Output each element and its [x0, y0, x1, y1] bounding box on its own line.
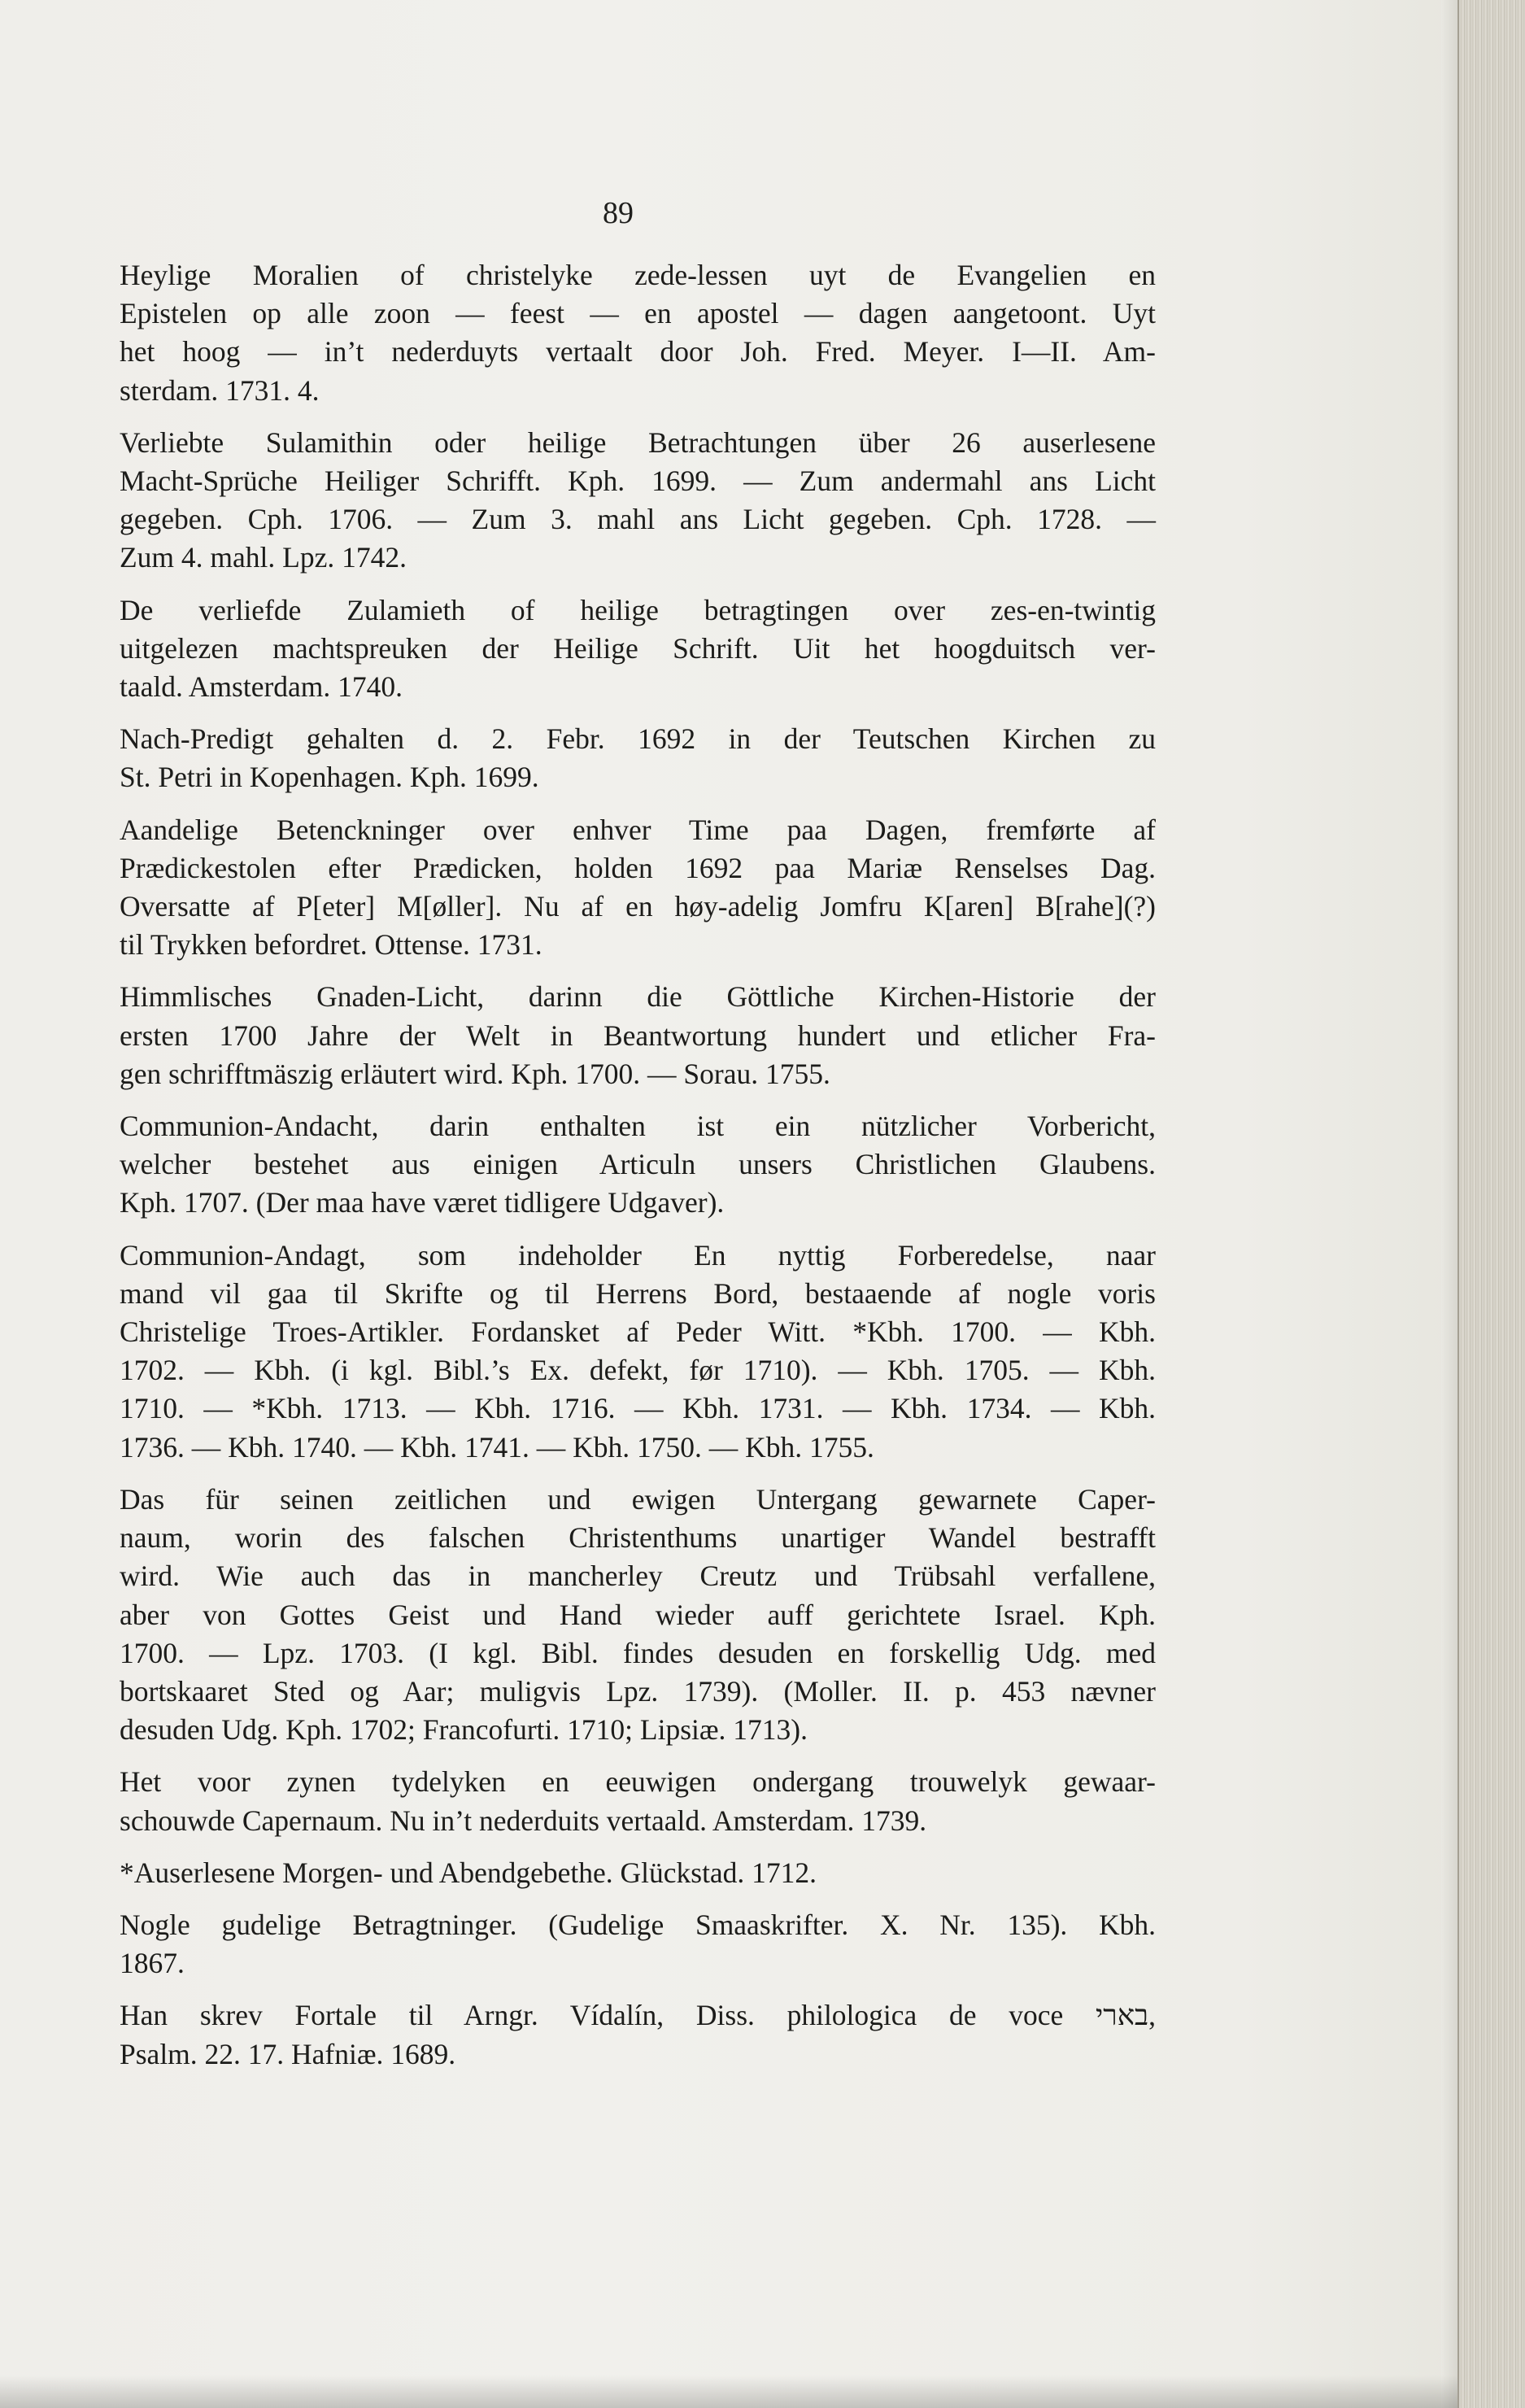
page-bottom-edge	[0, 2375, 1457, 2408]
page-edge-shadow	[1441, 0, 1457, 2408]
text-line: Nogle gudelige Betragtninger. (Gudelige Smaaskrifter. X. Nr. 135). Kbh.	[120, 1908, 1156, 1941]
text-line: bortskaaret Sted og Aar; muligvis Lpz. 1739). (Moller. II. p. 453 nævner	[120, 1674, 1156, 1708]
text-line: aber von Gottes Geist und Hand wieder auff gerichtete Israel. Kph.	[120, 1598, 1156, 1631]
text-line: Zum 4. mahl. Lpz. 1742.	[120, 541, 407, 574]
bibliography-entry	[82, 1996, 1156, 2073]
text-line: Communion-Andacht, darin enthalten ist ein nützlicher Vorbericht,	[120, 1110, 1156, 1143]
text-line: ersten 1700 Jahre der Welt in Beantwortung hundert und etlicher Fra-	[120, 1019, 1156, 1052]
bibliography-entry	[82, 424, 1156, 578]
text-line: *Auserlesene Morgen- und Abendgebethe. Glückstad. 1712.	[120, 1856, 817, 1889]
bibliography-entry	[82, 256, 1156, 410]
text-line: De verliefde Zulamieth of heilige betragtingen over zes-en-twintig	[120, 593, 1156, 626]
text-line: Christelige Troes-Artikler. Fordansket af Peder Witt. *Kbh. 1700. — Kbh.	[120, 1315, 1156, 1349]
text-line: welcher bestehet aus einigen Articuln unsers Christlichen Glaubens.	[120, 1148, 1156, 1181]
book-page-edges	[1457, 0, 1525, 2408]
text-line: Aandelige Betenckninger over enhver Time paa Dagen, fremførte af	[120, 813, 1156, 846]
bibliography-entry	[82, 978, 1156, 1093]
text-line: 1710. — *Kbh. 1713. — Kbh. 1716. — Kbh. 1731. — Kbh. 1734. — Kbh.	[120, 1392, 1156, 1425]
text-line: Nach-Predigt gehalten d. 2. Febr. 1692 in der Teutschen Kirchen zu	[120, 722, 1156, 756]
text-line: Heylige Moralien of christelyke zede-lessen uyt de Evangelien en	[120, 259, 1156, 291]
text-line: taald. Amsterdam. 1740.	[120, 670, 403, 704]
text-line: wird. Wie auch das in mancherley Creutz und Trübsahl verfallene,	[120, 1560, 1156, 1593]
text-line: St. Petri in Kopenhagen. Kph. 1699.	[120, 761, 539, 794]
bibliography-entry	[82, 1906, 1156, 1983]
text-line: Prædickestolen efter Prædicken, holden 1692 paa Mariæ Renselses Dag.	[120, 851, 1156, 884]
bibliography-entry	[82, 591, 1156, 707]
text-line: Han skrev Fortale til Arngr. Vídalín, Diss. philologica de voce בארי,	[120, 1999, 1156, 2032]
text-line: uitgelezen machtspreuken der Heilige Schrift. Uit het hoogduitsch ver-	[120, 631, 1156, 665]
text-line: gen schrifftmäszig erläutert wird. Kph. 1700. — Sorau. 1755.	[120, 1057, 830, 1090]
text-line: mand vil gaa til Skrifte og til Herrens Bord, bestaaende af nogle voris	[120, 1276, 1156, 1310]
text-line: Communion-Andagt, som indeholder En nyttig Forberedelse, naar	[120, 1238, 1156, 1272]
text-line: 1700. — Lpz. 1703. (I kgl. Bibl. findes desuden en forskellig Udg. med	[120, 1636, 1156, 1669]
text-line: 1702. — Kbh. (i kgl. Bibl.’s Ex. defekt, før 1710). — Kbh. 1705. — Kbh.	[120, 1354, 1156, 1387]
text-line: Macht-Sprüche Heiliger Schrifft. Kph. 1699. — Zum andermahl ans Licht	[120, 465, 1156, 498]
text-line: het hoog — in’t nederduyts vertaalt door Joh. Fred. Meyer. I—II. Am-	[120, 335, 1156, 369]
text-line: Kph. 1707. (Der maa have været tidligere Udgaver).	[120, 1186, 725, 1219]
text-line: sterdam. 1731. 4.	[120, 373, 320, 407]
bibliography-text	[82, 256, 1156, 2087]
text-line: Verliebte Sulamithin oder heilige Betrachtungen über 26 auserlesene	[120, 425, 1156, 459]
text-line: schouwde Capernaum. Nu in’t nederduits vertaald. Amsterdam. 1739.	[120, 1804, 927, 1837]
bibliography-entry	[82, 1481, 1156, 1749]
page-number: 89	[603, 196, 634, 230]
bibliography-entry	[82, 1854, 1156, 1892]
text-line: Epistelen op alle zoon — feest — en apostel — dagen aangetoont. Uyt	[120, 297, 1156, 330]
text-line: 1736. — Kbh. 1740. — Kbh. 1741. — Kbh. 1750. — Kbh. 1755.	[120, 1430, 874, 1464]
bibliography-entry	[82, 811, 1156, 965]
text-line: gegeben. Cph. 1706. — Zum 3. mahl ans Licht gegeben. Cph. 1728. —	[120, 503, 1156, 536]
text-line: desuden Udg. Kph. 1702; Francofurti. 1710; Lipsiæ. 1713).	[120, 1713, 808, 1747]
text-line: Das für seinen zeitlichen und ewigen Untergang gewarnete Caper-	[120, 1482, 1156, 1516]
text-line: 1867.	[120, 1947, 185, 1980]
text-line: til Trykken befordret. Ottense. 1731.	[120, 928, 542, 962]
text-line: Oversatte af P[eter] M[øller]. Nu af en høy-adelig Jomfru K[aren] B[rahe](?)	[120, 890, 1156, 923]
text-line: Het voor zynen tydelyken en eeuwigen ondergang trouwelyk gewaar-	[120, 1765, 1156, 1799]
bibliography-entry	[82, 1237, 1156, 1467]
bibliography-entry	[82, 1107, 1156, 1223]
text-line: Psalm. 22. 17. Hafniæ. 1689.	[120, 2037, 456, 2070]
text-line: naum, worin des falschen Christenthums unartiger Wandel bestrafft	[120, 1521, 1156, 1555]
bibliography-entry	[82, 720, 1156, 796]
bibliography-entry	[82, 1763, 1156, 1839]
text-line: Himmlisches Gnaden-Licht, darinn die Göttliche Kirchen-Historie der	[120, 980, 1156, 1014]
